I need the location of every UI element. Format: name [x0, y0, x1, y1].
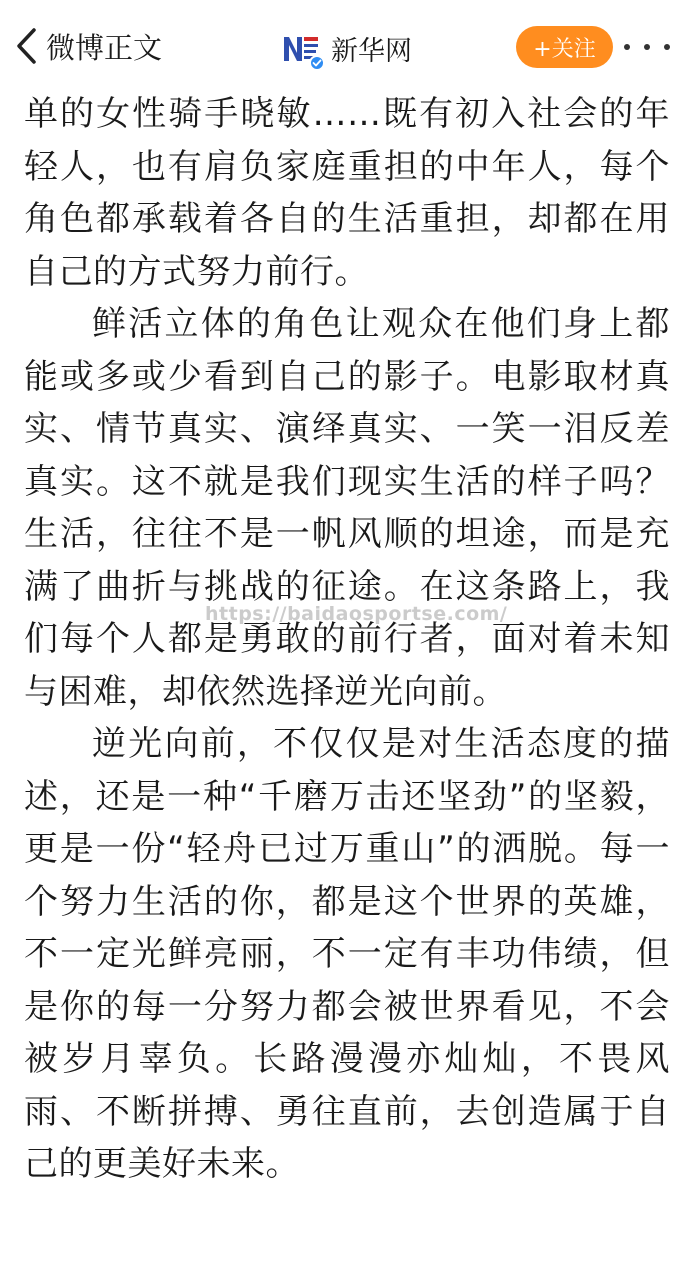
back-button[interactable] — [14, 22, 162, 70]
dot — [664, 44, 670, 50]
article-body — [24, 88, 670, 1191]
follow-button[interactable]: +关注 — [516, 26, 613, 68]
article-paragraph: 鲜活立体的角色让观众在他们身上都能或多或少看到自己的影子。电影取材真实、情节真实、演绎真实、一笑一泪反差真实。这不就是我们现实生活的样子吗？生活，往往不是一帆风顺的坦途，而是充满了曲折与挑战的征途。在这条路上，我们每个人都是勇敢的前行者，面对着未知与困难，却依然选择逆光向前。 — [24, 304, 670, 712]
page-title: 微博正文 — [46, 30, 163, 65]
article-paragraph: 逆光向前，不仅仅是对生活态度的描述，还是一种“千磨万击还坚劲”的坚毅，更是一份“轻舟已过万重山”的洒脱。每一个努力生活的你，都是这个世界的英雄，不一定光鲜亮丽，不一定有丰功伟绩，但是你的每一分努力都会被世界看见，不会被岁月辜负。长路漫漫亦灿灿，不畏风雨、不断拼搏、勇往直前，去创造属于自己的更美好未来。 — [24, 724, 670, 1184]
verified-badge-icon — [309, 55, 325, 71]
dot — [644, 44, 650, 50]
xinhua-logo — [281, 27, 323, 69]
article-paragraph: 单的女性骑手晓敏……既有初入社会的年轻人，也有肩负家庭重担的中年人，每个角色都承载着各自的生活重担，却都在用自己的方式努力前行。 — [24, 94, 670, 292]
top-bar — [0, 0, 690, 90]
more-dots-icon[interactable] — [624, 36, 670, 58]
watermark-url: https://baidaosportse.com/ — [205, 603, 508, 625]
source-account[interactable] — [281, 26, 412, 70]
chevron-left-icon — [14, 26, 38, 66]
dot — [624, 44, 630, 50]
source-name[interactable]: 新华网 — [331, 35, 412, 67]
